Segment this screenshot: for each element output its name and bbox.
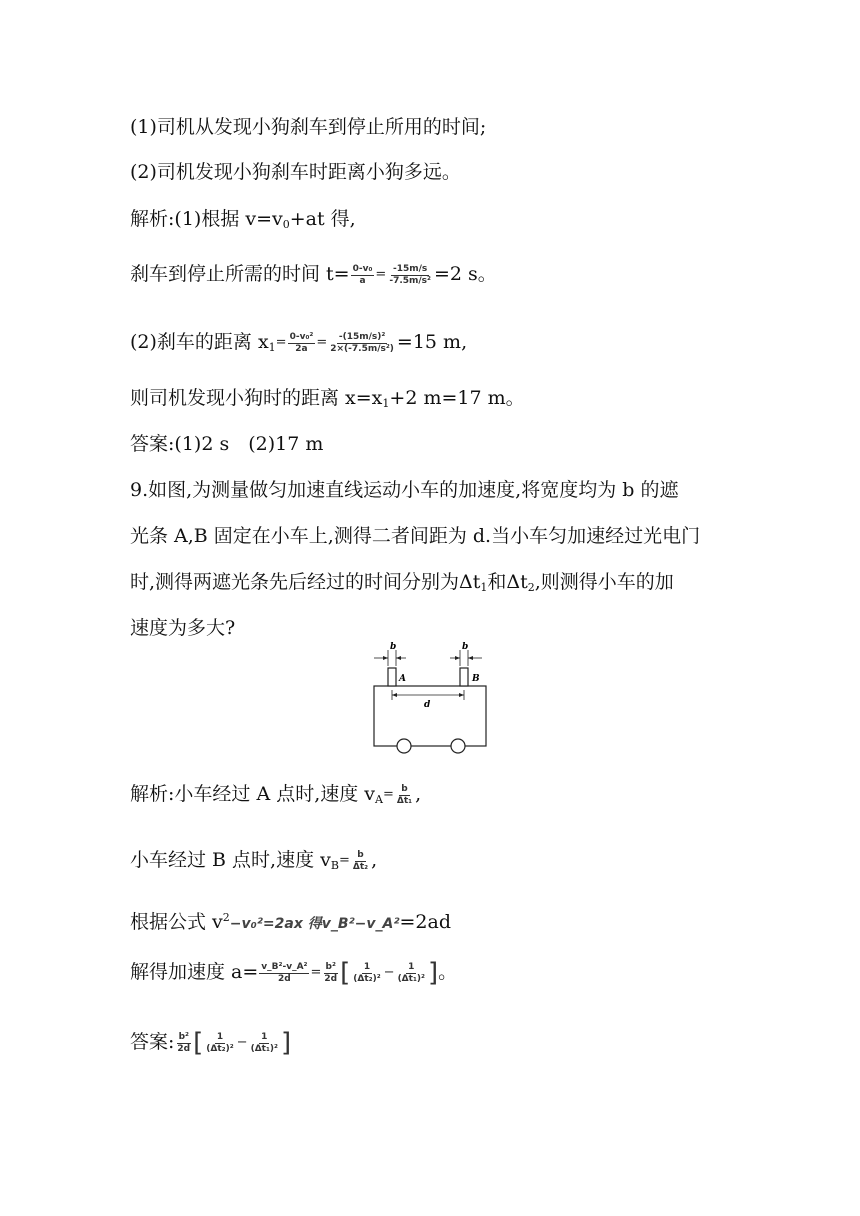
label-B: B <box>472 674 480 684</box>
answer-1: 答案:(1)2 s (2)17 m <box>130 433 324 455</box>
solution-1-suffix: +at 得, <box>289 208 356 230</box>
answer2-frac-2: $\frac{1}{\text{(Δt₂)²}}$ <box>206 1031 234 1054</box>
solution-1-text: (1)根据 v=v <box>174 208 283 230</box>
distance-frac-2: $\frac{\text{-(15m/s)²}}{\text{2×(-7.5m/s²)}}$ <box>330 331 394 354</box>
accel-frac-4: $\frac{1}{\text{(Δt₁)²}}$ <box>397 961 425 984</box>
slat-b <box>460 668 468 686</box>
solution-label: 解析: <box>130 208 175 230</box>
total-suffix: +2 m=17 m。 <box>389 387 525 409</box>
question-1: (1)司机从发现小狗刹车到停止所用的时间; <box>130 116 487 138</box>
label-b-right: b <box>462 642 469 652</box>
q9-line-3: 时,测得两遮光条先后经过的时间分别为$\Delta t_1$和$\Delta t_2$,则测得小车的加 <box>130 571 674 594</box>
accel-frac-1: $\frac{\text{v\_B²-v\_A²}}{2d}$ <box>261 961 308 984</box>
distance-text: (2)刹车的距离 x <box>130 331 269 353</box>
distance-result: =15 m, <box>396 331 468 353</box>
q9-line-4: 速度为多大? <box>130 617 236 639</box>
brake-time-line: 刹车到停止所需的时间 t= $\frac{\text{0-v₀}}{a}$ = $\frac{-15m/s}{\text{-7.5m/s²}}$ =2 s。 <box>130 263 497 286</box>
label-b-left: b <box>390 642 397 652</box>
formula-line: 根据公式 $v^2-v_0^2=2ax$ 得v_B²−v_A²=2ad <box>130 911 451 933</box>
brake-time-result: =2 s。 <box>433 263 497 285</box>
wheel-right <box>451 739 465 753</box>
brake-time-text: 刹车到停止所需的时间 t= <box>130 263 350 285</box>
va-line: 解析:小车经过 A 点时,速度 $v_A=$ $\frac{b}{\text{Δt₁}}$ , <box>130 783 422 806</box>
cart-diagram <box>360 640 500 759</box>
slat-a <box>388 668 396 686</box>
distance-frac-1: $\frac{\text{0-v₀²}}{2a}$ <box>289 331 314 354</box>
label-A: A <box>399 674 406 684</box>
answer2-frac-3: $\frac{1}{\text{(Δt₁)²}}$ <box>250 1031 278 1054</box>
accel-frac-3: $\frac{1}{\text{(Δt₂)²}}$ <box>353 961 381 984</box>
vb-line: 小车经过 B 点时,速度 $v_B=$ $\frac{b}{\text{Δt₂}}$ , <box>130 849 378 872</box>
vb-frac: $\frac{b}{\text{Δt₂}}$ <box>352 849 369 872</box>
cart-svg <box>360 640 500 755</box>
distance-line: (2)刹车的距离 $x_1=$ $\frac{\text{0-v₀²}}{2a}$ = $\frac{\text{-(15m/s)²}}{\text{2×(-7.5m/s²)}}$ =15 m, <box>130 331 468 354</box>
answer2-frac-1: $\frac{\text{b²}}{2d}$ <box>177 1031 191 1054</box>
answer-2: 答案: $\frac{\text{b²}}{2d}$ [ $\frac{1}{\text{(Δt₂)²}}$ − $\frac{1}{\text{(Δt₁)²}}$ ] <box>130 1028 292 1058</box>
accel-line: 解得加速度 a= $\frac{\text{v\_B²-v\_A²}}{2d}$ = $\frac{\text{b²}}{2d}$ [ $\frac{1}{\text{(Δt₂)²}}$ − $\frac{1}{\text{(Δt₁)²}}$ ]。 <box>130 958 458 988</box>
q9-line-1: 9.如图,为测量做匀加速直线运动小车的加速度,将宽度均为 b 的遮 <box>130 479 679 501</box>
accel-frac-2: $\frac{\text{b²}}{2d}$ <box>324 961 338 984</box>
wheel-left <box>397 739 411 753</box>
total-distance-line: 则司机发现小狗时的距离 $x=x_1+2$ m=17 m。 <box>130 387 525 410</box>
label-d: d <box>424 700 431 710</box>
total-prefix: 则司机发现小狗时的距离 x=x <box>130 387 383 409</box>
solution-1 <box>130 207 356 237</box>
va-frac: $\frac{b}{\text{Δt₁}}$ <box>396 783 413 806</box>
q9-line-2: 光条 A,B 固定在小车上,测得二者间距为 d.当小车匀加速经过光电门 <box>130 525 701 547</box>
solution-1-sub: 0 <box>282 218 290 231</box>
question-2: (2)司机发现小狗刹车时距离小狗多远。 <box>130 161 461 183</box>
brake-time-frac-1: $\frac{\text{0-v₀}}{a}$ <box>352 263 373 286</box>
brake-time-frac-2: $\frac{-15m/s}{\text{-7.5m/s²}}$ <box>389 263 431 286</box>
